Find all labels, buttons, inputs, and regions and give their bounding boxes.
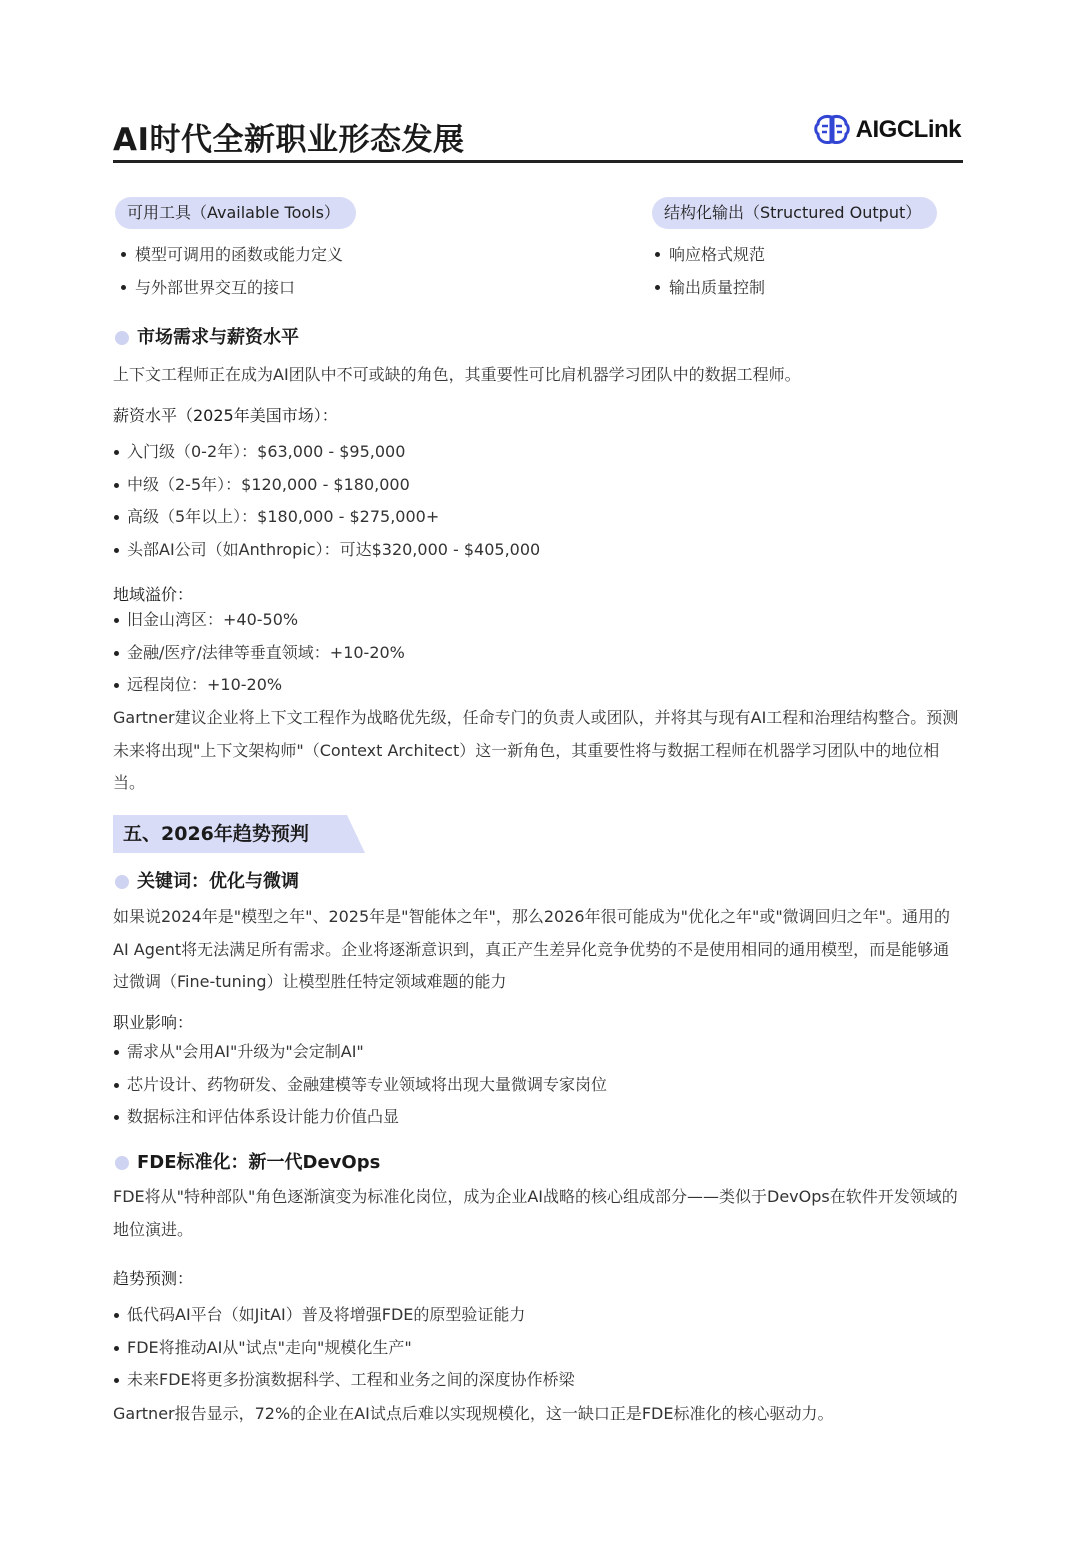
fde-heading-text: FDE标准化：新一代DevOps (137, 1152, 381, 1173)
list-item: 数据标注和评估体系设计能力价值凸显 (113, 1101, 607, 1134)
list-item: 头部AI公司（如Anthropic）：可达$320,000 - $405,000 (113, 534, 540, 567)
list-item: 与外部世界交互的接口 (121, 271, 343, 304)
chapter-title: 五、2026年趋势预判 (123, 823, 309, 845)
list-item: FDE将推动AI从"试点"走向"规模化生产" (113, 1332, 575, 1365)
available-tools-pill: 可用工具（Available Tools） (115, 197, 356, 229)
impact-list (113, 1036, 607, 1134)
gartner-paragraph: Gartner建议企业将上下文工程作为战略优先级，任命专门的负责人或团队，并将其与现有AI工程和治理结构整合。预测未来将出现"上下文架构师"（Context Architect）这一新角色，其重要性将与数据工程师在机器学习团队中的地位相当。 (113, 708, 959, 792)
salary-label: 薪资水平（2025年美国市场）： (113, 406, 338, 425)
keyword-heading (113, 869, 299, 895)
market-heading-text: 市场需求与薪资水平 (137, 327, 299, 348)
list-item: 需求从"会用AI"升级为"会定制AI" (113, 1036, 607, 1069)
available-tools-list (121, 238, 343, 304)
list-item: 未来FDE将更多扮演数据科学、工程和业务之间的深度协作桥梁 (113, 1364, 575, 1397)
list-item: 响应格式规范 (655, 238, 765, 271)
page-header (113, 112, 963, 163)
list-item: 模型可调用的函数或能力定义 (121, 238, 343, 271)
list-item: 低代码AI平台（如JitAI）普及将增强FDE的原型验证能力 (113, 1299, 575, 1332)
structured-output-list (655, 238, 765, 304)
brand-logo (814, 114, 961, 146)
bullet-dot-icon (115, 331, 129, 345)
trend-list (113, 1299, 575, 1397)
salary-list (113, 436, 540, 566)
premium-label: 地域溢价： (113, 585, 194, 604)
bullet-dot-icon (115, 875, 129, 889)
impact-label: 职业影响： (113, 1013, 194, 1032)
keyword-paragraph: 如果说2024年是"模型之年"、2025年是"智能体之年"，那么2026年很可能成为"优化之年"或"微调回归之年"。通用的AI Agent将无法满足所有需求。企业将逐渐意识到，真正产生差异化竞争优势的不是使用相同的通用模型，而是能够通过微调（Fine-tuning）让模型胜任特定领域难题的能力 (113, 907, 951, 991)
premium-list (113, 604, 405, 702)
list-item: 输出质量控制 (655, 271, 765, 304)
bullet-dot-icon (115, 1156, 129, 1170)
list-item: 中级（2-5年）：$120,000 - $180,000 (113, 469, 540, 502)
logo-text: AIGCLink (855, 116, 961, 143)
page-title: AI时代全新职业形态发展 (113, 122, 465, 158)
market-intro: 上下文工程师正在成为AI团队中不可或缺的角色，其重要性可比肩机器学习团队中的数据工程师。 (113, 365, 801, 384)
chapter-banner (113, 815, 365, 853)
list-item: 远程岗位：+10-20% (113, 669, 405, 702)
list-item: 芯片设计、药物研发、金融建模等专业领域将出现大量微调专家岗位 (113, 1069, 607, 1102)
list-item: 旧金山湾区：+40-50% (113, 604, 405, 637)
brain-icon (814, 114, 850, 146)
market-heading (113, 325, 299, 351)
fde-heading (113, 1150, 380, 1176)
list-item: 高级（5年以上）：$180,000 - $275,000+ (113, 501, 540, 534)
fde-paragraph: FDE将从"特种部队"角色逐渐演变为标准化岗位，成为企业AI战略的核心组成部分——类似于DevOps在软件开发领域的地位演进。 (113, 1187, 958, 1239)
structured-output-pill: 结构化输出（Structured Output） (652, 197, 937, 229)
list-item: 金融/医疗/法律等垂直领域：+10-20% (113, 637, 405, 670)
trend-label: 趋势预测： (113, 1269, 194, 1288)
closing-paragraph: Gartner报告显示，72%的企业在AI试点后难以实现规模化，这一缺口正是FDE标准化的核心驱动力。 (113, 1404, 834, 1423)
keyword-heading-text: 关键词：优化与微调 (137, 871, 299, 892)
list-item: 入门级（0-2年）：$63,000 - $95,000 (113, 436, 540, 469)
